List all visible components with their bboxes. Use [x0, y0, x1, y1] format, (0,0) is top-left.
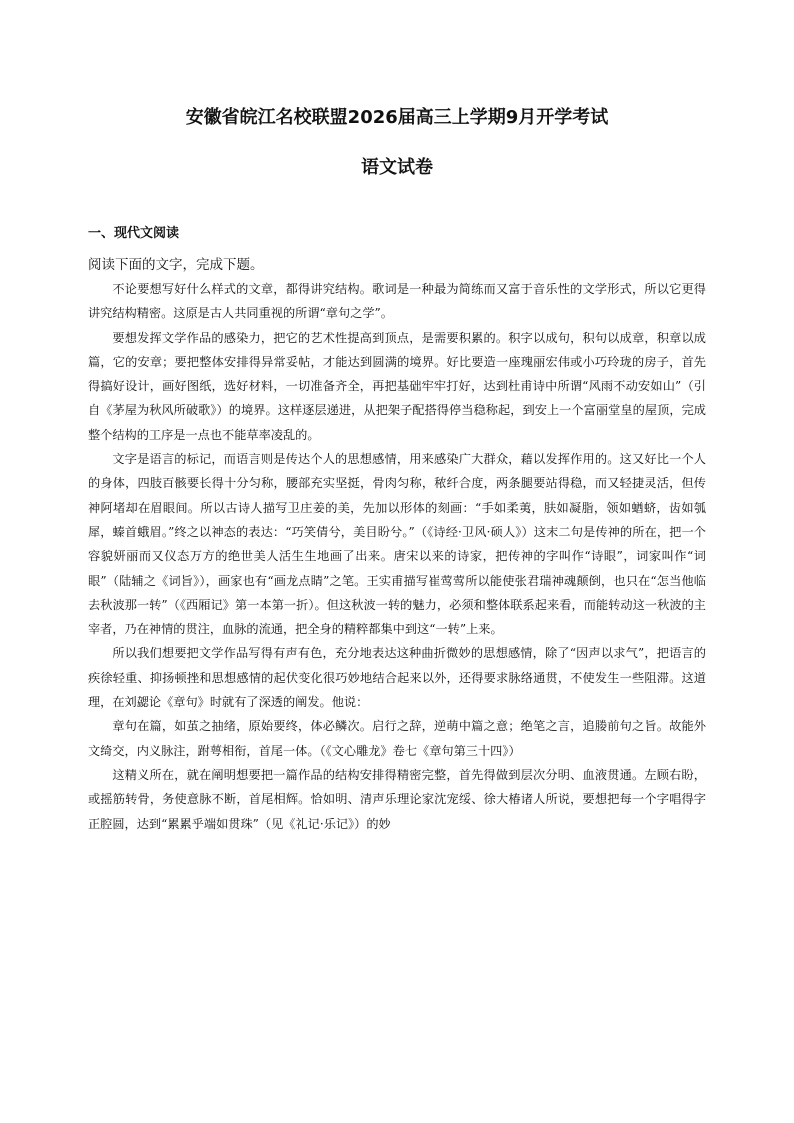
article-paragraph-1: 不论要想写好什么样式的文章，都得讲究结构。歌词是一种最为简练而又富于音乐性的文学形式，所以它更得讲究结构精密。这原是古人共同重视的所谓“章句之学”。 — [88, 282, 706, 321]
article-paragraph-6: 这精义所在，就在阐明想要把一篇作品的结构安排得精密完整，首先得做到层次分明、血液贯通。左顾右盼，或摇筋转骨，务使意脉不断，首尾相辉。恰如明、清声乐理论家沈宠绥、徐大椿诸人所说，要想把每一个字唱得字正腔圆，达到“累累乎端如贯珠”（见《礼记·乐记》）的妙 — [88, 767, 706, 831]
article-paragraph-2: 要想发挥文学作品的感染力，把它的艺术性提高到顶点，是需要积累的。积字以成句，积句以成章，积章以成篇，它的安章；要把整体安排得异常妥帖，才能达到圆满的境界。好比要造一座瑰丽宏伟或小巧玲珑的房子，首先得搞好设计，画好图纸，选好材料，一切准备齐全，再把基础牢牢打好，达到杜甫诗中所谓“风雨不动安如山”（引自《茅屋为秋风所破歌》）的境界。这样逐层递进，从把架子配搭得停当稳称起，到安上一个富丽堂皇的屋顶，完成整个结构的工序是一点也不能草率凌乱的。 — [88, 330, 706, 442]
article-body — [88, 277, 706, 836]
article-paragraph-4: 所以我们想要把文学作品写得有声有色，充分地表达这种曲折微妙的思想感情，除了“因声以求气”，把语言的疾徐轻重、抑扬顿挫和思想感情的起伏变化很巧妙地结合起来以外，还得要求脉络通贯，不使发生一些阻滞。这道理，在刘勰论《章句》时就有了深透的阐发。他说： — [88, 646, 706, 710]
article-paragraph-3: 文字是语言的标记，而语言则是传达个人的思想感情，用来感染广大群众，藉以发挥作用的。这又好比一个人的身体，四肢百骸要长得十分匀称，腰部充实坚挺，骨肉匀称，秾纤合度，两条腿要站得稳，而又轻捷灵活，但传神阿堵却在眉眼间。所以古诗人描写卫庄姜的美，先加以形体的刻画：“手如柔荑，肤如凝脂，领如蝤蛴，齿如瓠犀，螓首蛾眉。”终之以神态的表达：“巧笑倩兮，美目盼兮。”（《诗经·卫风·硕人》）这末二句是传神的所在，把一个容貌妍丽而又仪态万方的绝世美人活生生地画了出来。唐宋以来的诗家，把传神的字叫作“诗眼”，词家叫作“词眼”（陆辅之《词旨》），画家也有“画龙点睛”之笔。王实甫描写崔莺莺所以能使张君瑞神魂颠倒，也只在“怎当他临去秋波那一转”（《西厢记》第一本第一折）。但这秋波一转的魅力，必须和整体联系起来看，而能转动这一秋波的主宰者，乃在神情的贯注，血脉的流通，把全身的精粹都集中到这“一转”上来。 — [88, 452, 706, 637]
section-heading: 一、现代文阅读 — [88, 226, 180, 241]
exam-title: 安徽省皖江名校联盟2026届高三上学期9月开学考试 — [185, 107, 609, 128]
exam-subtitle: 语文试卷 — [361, 157, 433, 178]
article-quote-paragraph: 章句在篇，如茧之抽绪，原始要终，体必鳞次。启行之辞，逆萌中篇之意；绝笔之言，追媵前句之旨。故能外文绮交，内义脉注，跗萼相衔，首尾一体。（《文心雕龙》卷七《章句第三十四》） — [88, 719, 706, 758]
reading-instruction: 阅读下面的文字，完成下题。 — [88, 257, 264, 273]
